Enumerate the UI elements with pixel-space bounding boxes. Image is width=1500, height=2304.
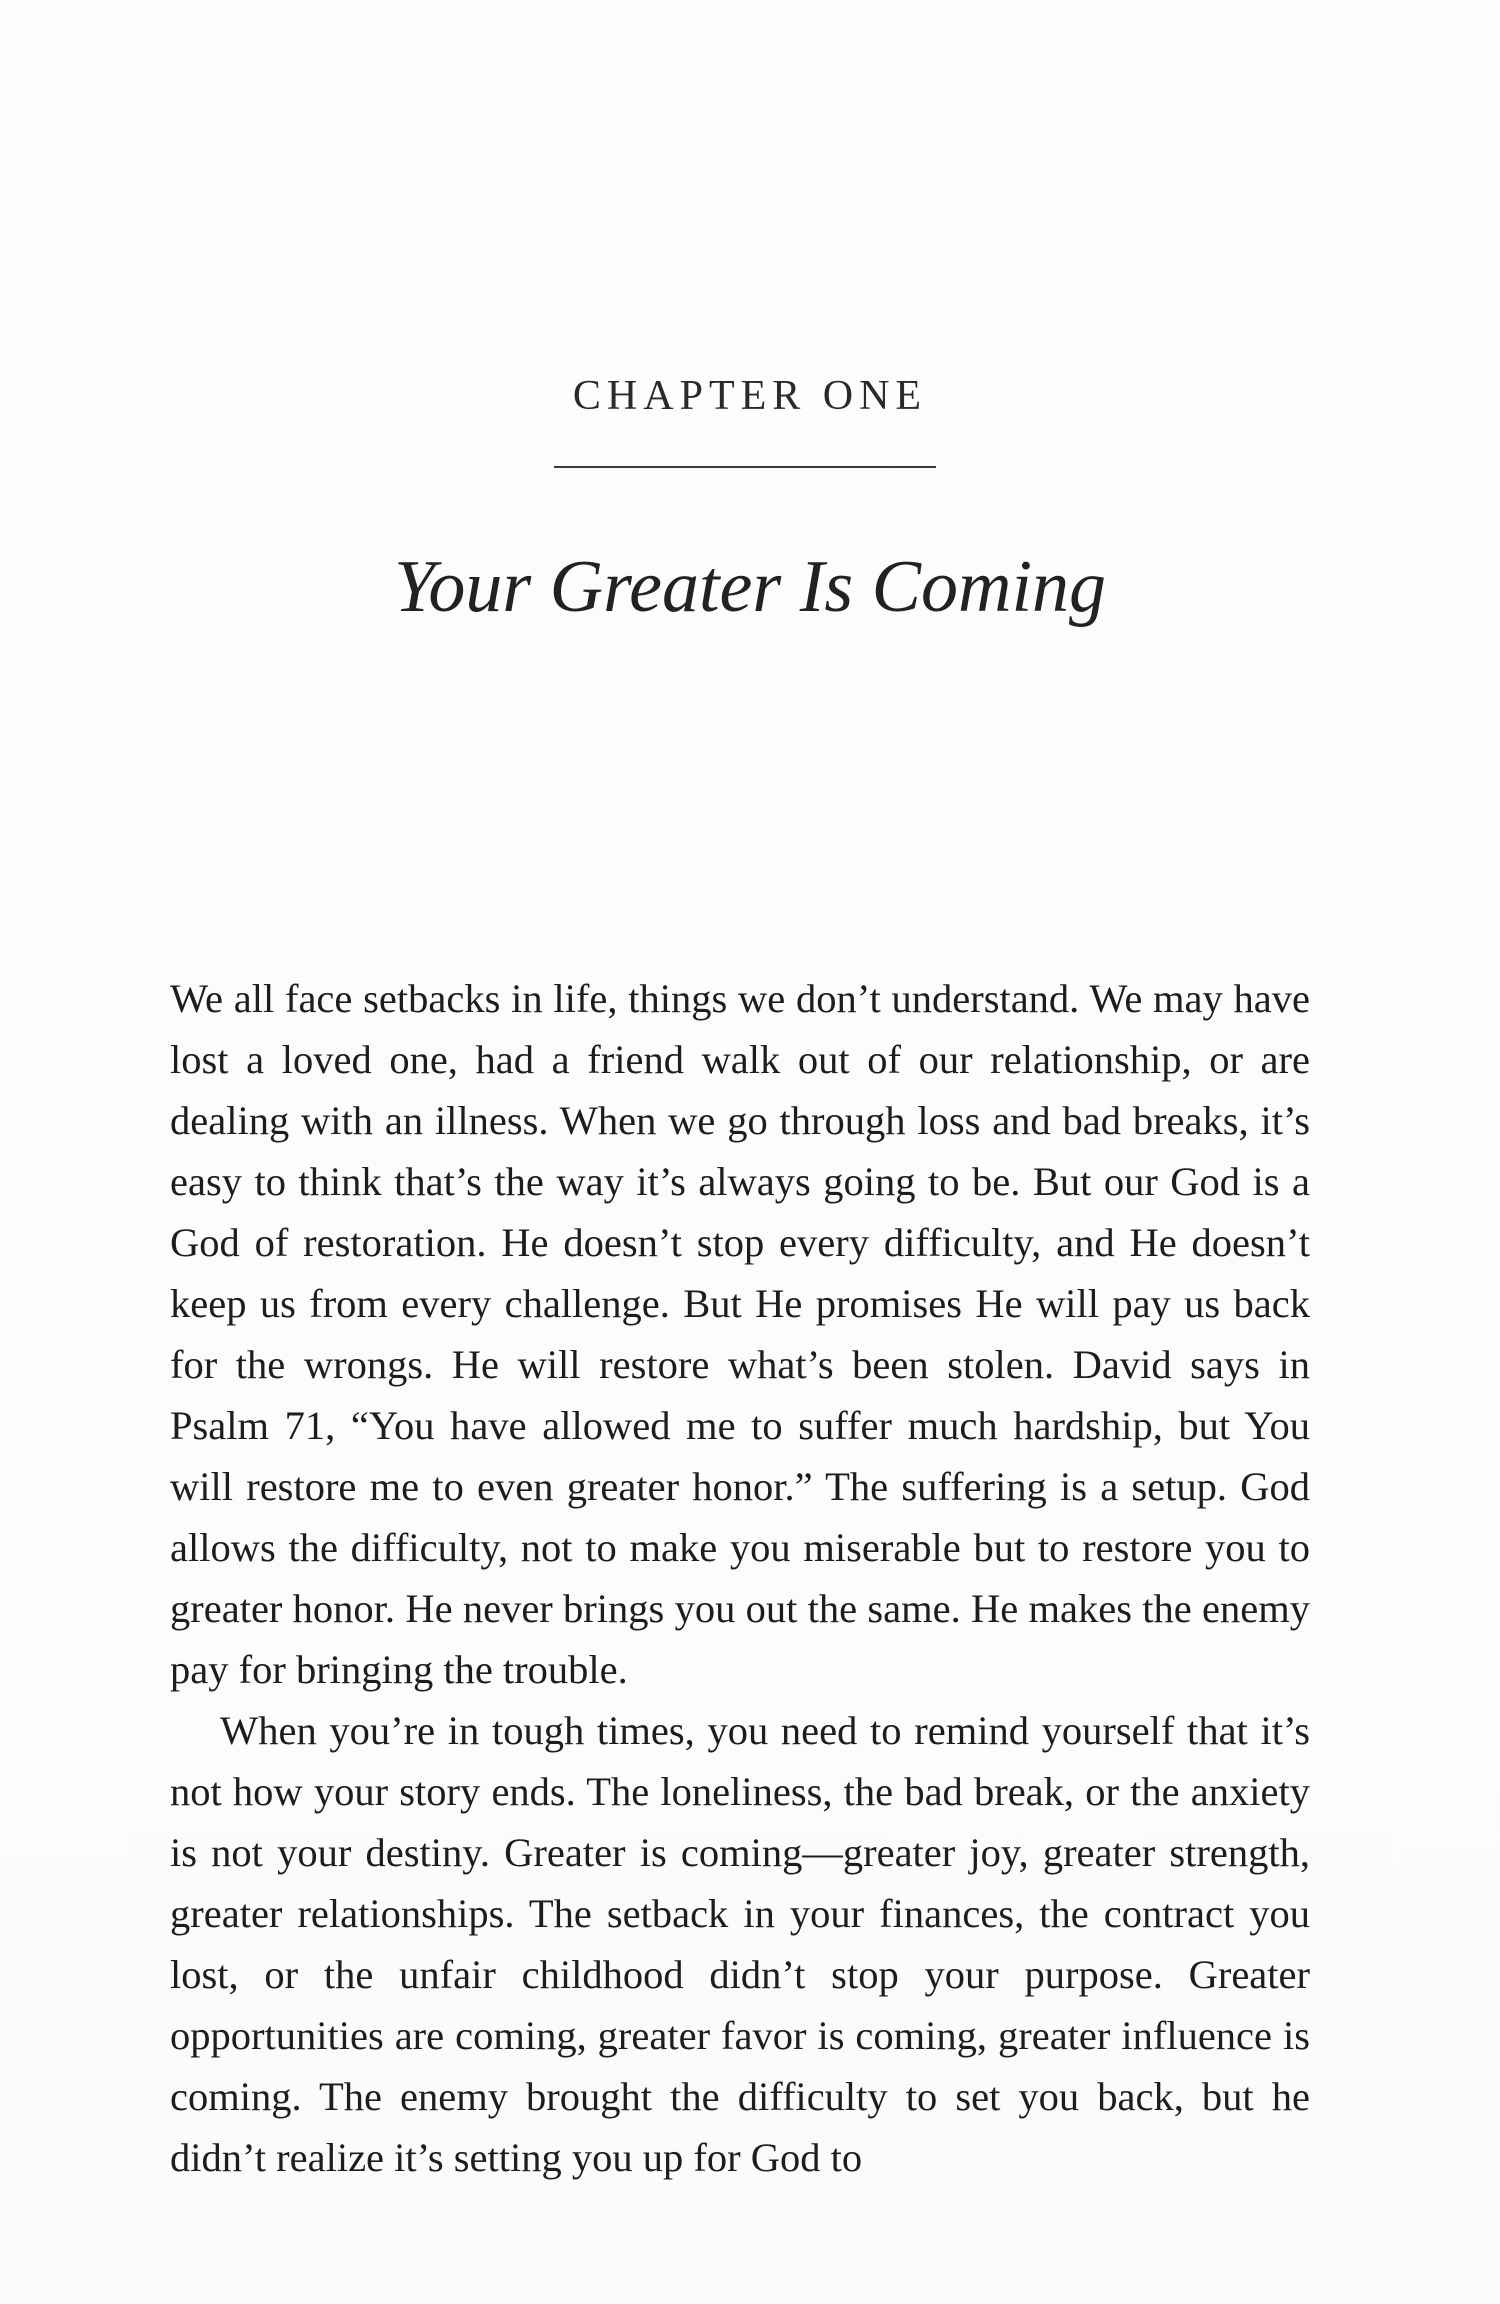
- paragraph-1: We all face setbacks in life, things we don’t understand. We may have lost a loved one, had a friend walk out of our relationship, or are dealing with an illness. When we go through loss and bad breaks, it’s easy to think that’s the way it’s always going to be. But our God is a God of restoration. He doesn’t stop every difficulty, and He doesn’t keep us from every challenge. But He promises He will pay us back for the wrongs. He will restore what’s been stolen. David says in Psalm 71, “You have allowed me to suffer much hardship, but You will restore me to even greater honor.” The suffering is a setup. God allows the difficulty, not to make you miserable but to restore you to greater honor. He never brings you out the same. He makes the enemy pay for bringing the trouble.: [170, 976, 1310, 1692]
- body-text: [170, 968, 1310, 2188]
- paragraph-2: When you’re in tough times, you need to remind yourself that it’s not how your story ends. The loneliness, the bad break, or the anxiety is not your destiny. Greater is coming—greater joy, greater strength, greater relationships. The setback in your finances, the contract you lost, or the unfair childhood didn’t stop your purpose. Greater opportunities are coming, greater favor is coming, greater influence is coming. The enemy brought the difficulty to set you back, but he didn’t realize it’s setting you up for God to: [170, 1708, 1310, 2180]
- chapter-label: CHAPTER ONE: [572, 373, 928, 419]
- chapter-title: Your Greater Is Coming: [394, 546, 1106, 628]
- chapter-divider: [554, 466, 936, 468]
